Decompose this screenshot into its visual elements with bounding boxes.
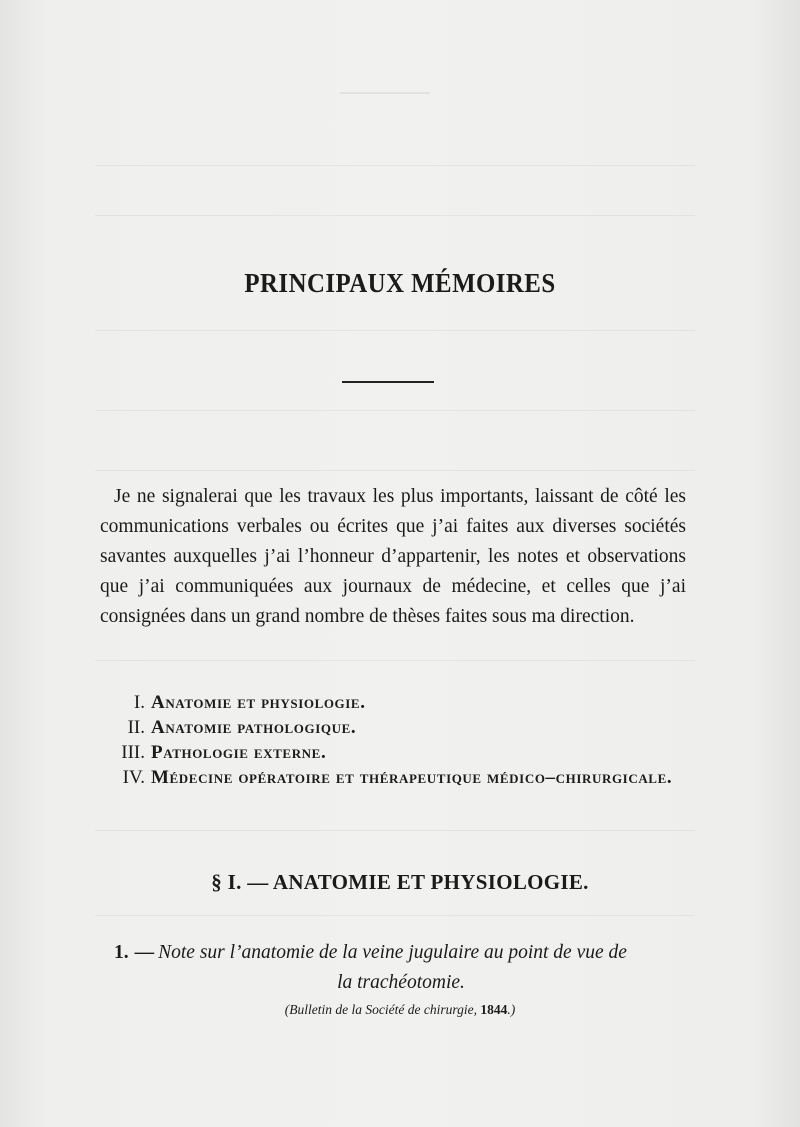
section-heading: § I. — ANATOMIE ET PHYSIOLOGIE.: [211, 870, 589, 894]
entry-title-line2: la trachéotomie.: [337, 972, 465, 993]
source-close: .): [507, 1002, 516, 1017]
entry-dash: —: [134, 942, 155, 963]
show-through-line: [95, 660, 695, 661]
entry-title-line1: Note sur l’anatomie de la veine jugulaire au point de vue de: [158, 942, 627, 963]
section-item: [100, 715, 700, 740]
show-through-line: [95, 330, 695, 331]
show-through-line: [95, 215, 695, 216]
title-rule: [342, 381, 434, 383]
section-label: Anatomie pathologique.: [151, 717, 357, 738]
show-through-mark: [340, 92, 430, 94]
section-item: [100, 765, 700, 790]
section-item: [100, 740, 700, 765]
memoir-entry: [114, 938, 688, 998]
section-item: [100, 690, 700, 715]
entry-number: 1.: [114, 942, 129, 963]
section-list: [100, 690, 700, 790]
show-through-line: [95, 830, 695, 831]
section-label: Médecine opératoire et thérapeutique médico–chirurgicale.: [151, 767, 673, 788]
show-through-line: [95, 410, 695, 411]
section-number: IV.: [122, 767, 145, 788]
section-number: I.: [133, 692, 145, 713]
source-text: (Bulletin de la Société de chirurgie,: [284, 1002, 481, 1017]
intro-paragraph: Je ne signalerai que les travaux les plus importants, laissant de côté les communications verbales ou écrites que j’ai faites aux diverses sociétés savantes auxquelles j’ai l’honneur d’appartenir, les notes et observations que j’ai communiquées aux journaux de médecine, et celles que j’ai consignées dans un grand nombre de thèses faites sous ma direction.: [100, 486, 686, 627]
show-through-line: [95, 915, 695, 916]
section-label: Pathologie externe.: [151, 742, 327, 763]
show-through-line: [95, 470, 695, 471]
source-year: 1844: [480, 1002, 508, 1017]
show-through-line: [95, 165, 695, 166]
section-number: III.: [121, 742, 145, 763]
page-title: PRINCIPAUX MÉMOIRES: [244, 268, 556, 298]
section-number: II.: [127, 717, 145, 738]
entry-source: [0, 1002, 800, 1018]
section-label: Anatomie et physiologie.: [151, 692, 366, 713]
